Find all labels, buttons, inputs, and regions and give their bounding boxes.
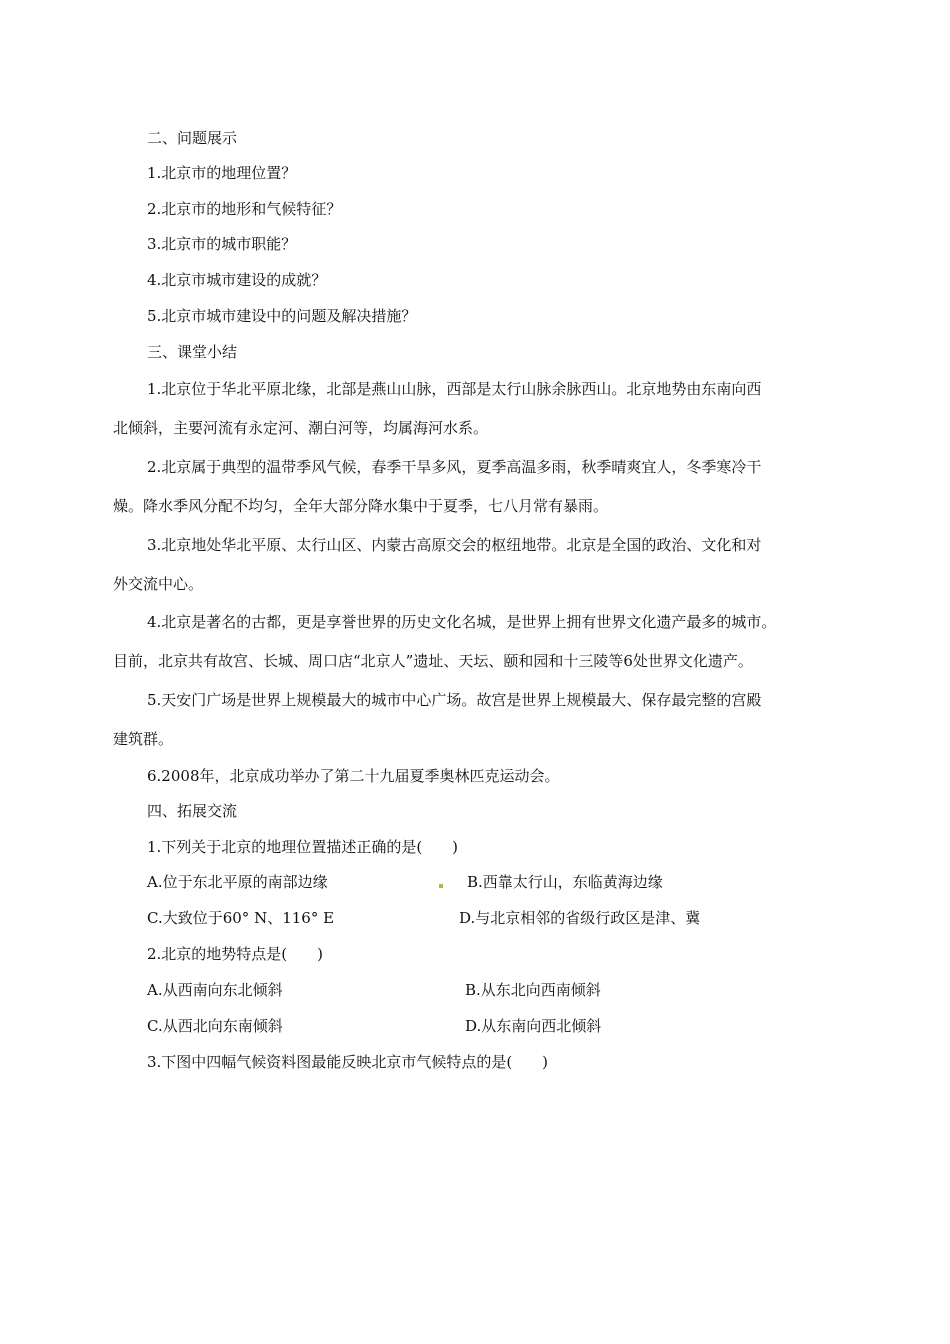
question-item: 2.北京市的地形和气候特征？	[147, 200, 342, 218]
question-item: 4.北京市城市建设的成就？	[147, 271, 327, 289]
summary-paragraph-line: 燥。降水季风分配不均匀，全年大部分降水集中于夏季，七八月常有暴雨。	[113, 497, 609, 515]
marker-dot	[439, 884, 443, 888]
section-heading: 二、问题展示	[147, 129, 238, 147]
answer-option: B.从东北向西南倾斜	[465, 981, 601, 999]
answer-option: C.大致位于60° N、116° E	[147, 909, 335, 927]
section-heading: 三、课堂小结	[147, 343, 238, 361]
section-heading: 四、拓展交流	[147, 802, 238, 820]
exercise-question: 1.下列关于北京的地理位置描述正确的是( )	[147, 838, 459, 856]
summary-paragraph-line: 北倾斜，主要河流有永定河、潮白河等，均属海河水系。	[113, 419, 489, 437]
answer-option: B.西靠太行山，东临黄海边缘	[467, 873, 663, 891]
summary-paragraph-line: 5.天安门广场是世界上规模最大的城市中心广场。故宫是世界上规模最大、保存最完整的宫殿	[147, 691, 762, 709]
summary-paragraph-line: 外交流中心。	[113, 575, 204, 593]
exercise-question: 3.下图中四幅气候资料图最能反映北京市气候特点的是( )	[147, 1053, 549, 1071]
answer-option: A.位于东北平原的南部边缘	[147, 873, 328, 891]
question-item: 3.北京市的城市职能？	[147, 235, 297, 253]
question-item: 1.北京市的地理位置？	[147, 164, 297, 182]
summary-paragraph-line: 3.北京地处华北平原、太行山区、内蒙古高原交会的枢纽地带。北京是全国的政治、文化和对	[147, 536, 762, 554]
summary-paragraph-line: 目前，北京共有故宫、长城、周口店“北京人”遗址、天坛、颐和园和十三陵等6处世界文化遗产。	[113, 652, 753, 670]
summary-paragraph-line: 建筑群。	[113, 730, 174, 748]
question-item: 5.北京市城市建设中的问题及解决措施？	[147, 307, 417, 325]
exercise-question: 2.北京的地势特点是( )	[147, 945, 324, 963]
answer-option: D.与北京相邻的省级行政区是津、冀	[459, 909, 701, 927]
summary-paragraph-line: 2.北京属于典型的温带季风气候，春季干旱多风，夏季高温多雨，秋季晴爽宜人，冬季寒冷干	[147, 458, 762, 476]
summary-paragraph-line: 6.2008年，北京成功举办了第二十九届夏季奥林匹克运动会。	[147, 767, 560, 785]
answer-option: D.从东南向西北倾斜	[465, 1017, 602, 1035]
summary-paragraph-line: 1.北京位于华北平原北缘，北部是燕山山脉，西部是太行山脉余脉西山。北京地势由东南向西	[147, 380, 762, 398]
answer-option: A.从西南向东北倾斜	[147, 981, 283, 999]
answer-option: C.从西北向东南倾斜	[147, 1017, 283, 1035]
summary-paragraph-line: 4.北京是著名的古都，更是享誉世界的历史文化名城，是世界上拥有世界文化遗产最多的城市。	[147, 613, 777, 631]
